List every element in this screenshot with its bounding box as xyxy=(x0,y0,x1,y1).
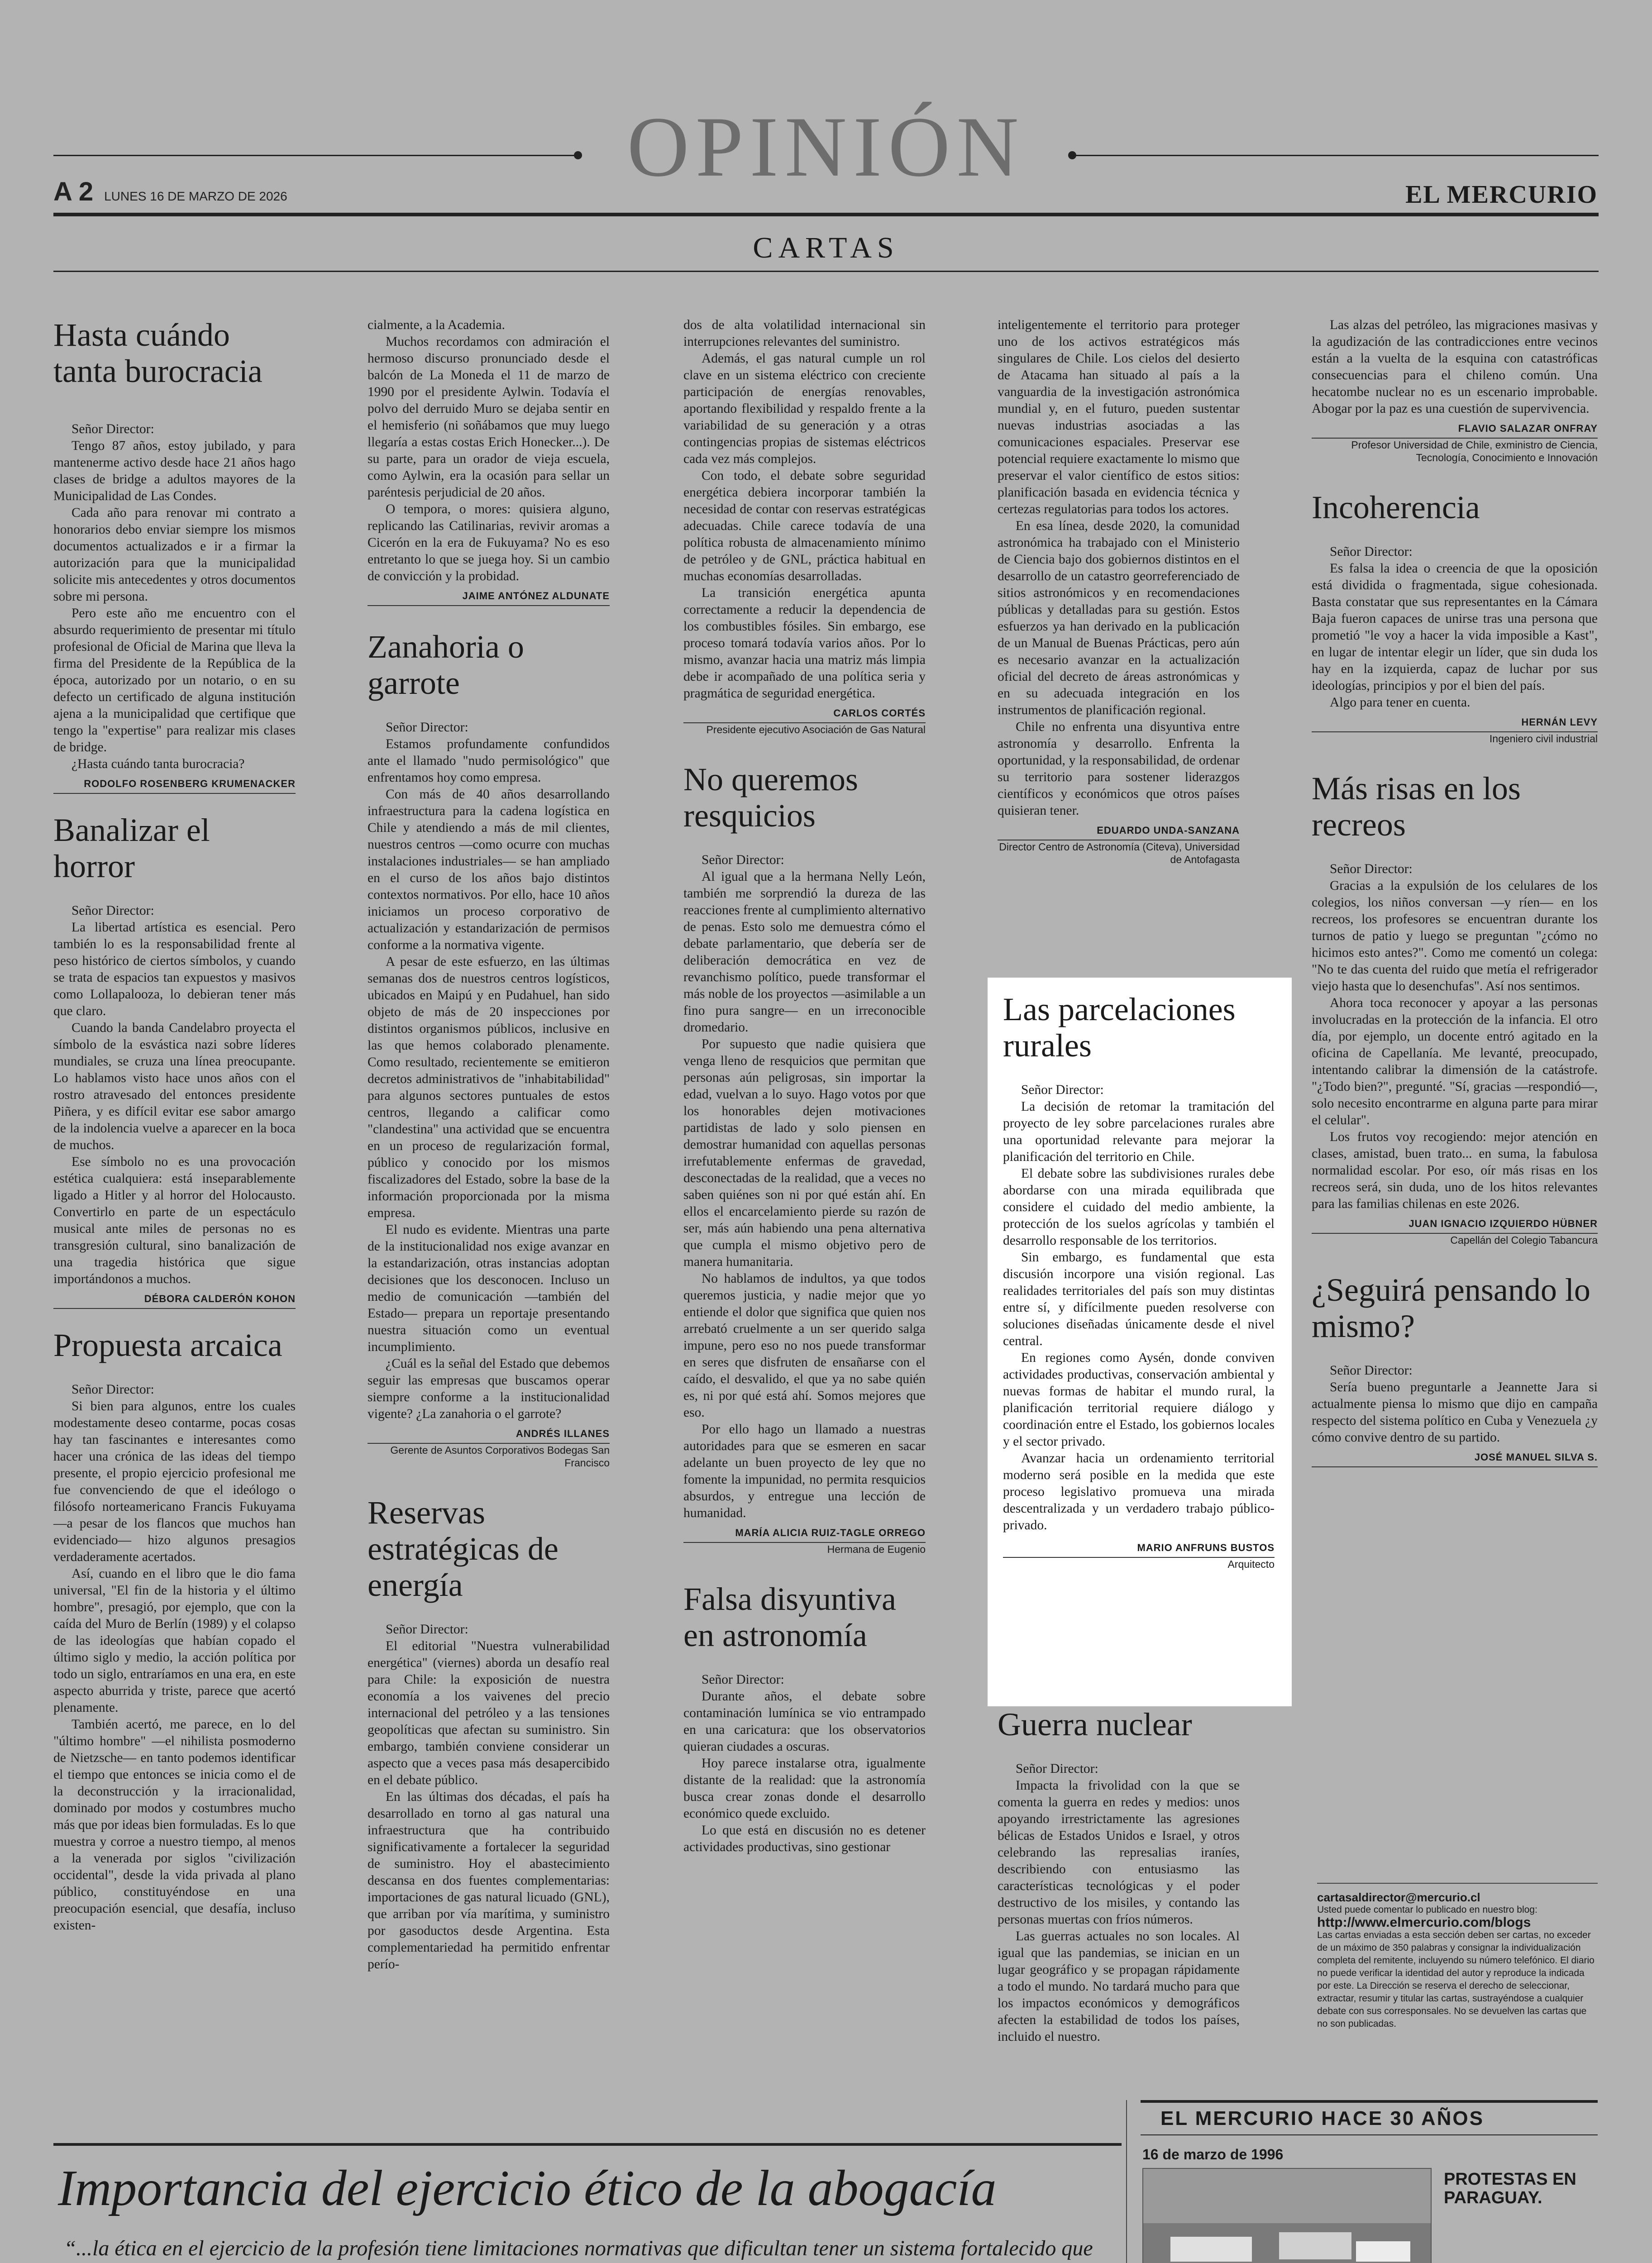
history-item-paraguay xyxy=(1444,2170,1598,2207)
letter-title: Hasta cuándo tanta burocracia xyxy=(53,317,263,389)
letter-guerra-cont xyxy=(1312,317,1598,464)
page-number: A 2 xyxy=(53,177,94,206)
note-intro: Usted puede comentar lo publicado en nuestro blog: xyxy=(1317,1905,1537,1915)
salutation: Señor Director: xyxy=(72,422,154,436)
date-label: 16 de marzo de 1996 xyxy=(1142,2146,1284,2163)
letter-title: Las parcelaciones rurales xyxy=(1003,991,1236,1064)
paragraph: También acertó, me parece, en lo del "último hombre" —el nihilista posmoderno de Nietzsche— en tanto podemos identificar el tiempo que entonces se inicia como el de la deconstrucción y la irracionalidad, dominado por modos y costumbres mucho más que por ideas bien formuladas. Es lo que muestra y corroe a nuestro tiempo, al menos a la venerada por siglos "civilización occidental", desde la vida privada al plano público, constituyéndose en una preocupación esencial, que desafía, incluso existen- xyxy=(53,1717,296,1933)
feature-quote: “...la ética en el ejercicio de la profesión tiene limitaciones normativas que dificultan tener un sistema fortalecido que xyxy=(64,2236,1093,2260)
cartas-rule xyxy=(53,271,1599,272)
paragraph: No hablamos de indultos, ya que todos queremos justicia, y nadie mejor que yo entiende el dolor que significa que quien nos arrebató cruelmente a un ser querido salga impune, pero eso no nos puede transformar en seres que disfruten de ensañarse con el caído, el desvalido, el que ya no sabe quién es, ni por qué está ahí. Somos mejores que eso. xyxy=(683,1271,926,1420)
paragraph: Sin embargo, es fundamental que esta discusión incorpore una visión regional. Las realidades territoriales del país son muy distintas entre sí, y difícilmente pueden resolverse con soluciones diseñadas únicamente desde el nivel central. xyxy=(1003,1250,1275,1348)
vertical-divider xyxy=(1126,2100,1127,2263)
paragraph: Gracias a la expulsión de los celulares de los colegios, los niños conversan —y ríen— en los recreos, los profesores se encuentran durante los turnos de patio y luego se preguntan "¿cómo no hicimos esto antes?". Como me comentó un colega: "No te das cuenta del ruido que metía el refrigerador viejo hasta que lo desenchufas". Así nos sentimos. xyxy=(1312,878,1598,993)
author: EDUARDO UNDA-SANZANA xyxy=(998,822,1240,840)
email-link[interactable]: cartasaldirector@mercurio.cl xyxy=(1317,1891,1480,1904)
section-title: OPINIÓN xyxy=(627,100,1025,195)
salutation: Señor Director: xyxy=(386,720,468,735)
history-header xyxy=(1141,2100,1598,2135)
author: MARÍA ALICIA RUIZ-TAGLE ORREGO xyxy=(683,1524,926,1543)
author: JUAN IGNACIO IZQUIERDO HÜBNER xyxy=(1312,1215,1598,1234)
author: ANDRÉS ILLANES xyxy=(368,1425,610,1444)
subsection-title: CARTAS xyxy=(753,231,899,264)
paragraph: ¿Cuál es la señal del Estado que debemos seguir las empresas que buscamos operar siempre conforme a la institucionalidad vigente? ¿La zanahoria o el garrote? xyxy=(368,1356,610,1421)
letter-astronomia xyxy=(683,1581,926,1856)
letter-incoherencia xyxy=(1312,489,1598,745)
paragraph: dos de alta volatilidad internacional sin interrupciones relevantes del suministro. xyxy=(683,318,926,349)
letter-title: Incoherencia xyxy=(1312,489,1480,525)
featured-letter-box xyxy=(988,978,1292,1706)
column-2 xyxy=(368,317,610,1991)
paragraph: Hoy parece instalarse otra, igualmente distante de la realidad: que la astronomía busca crear zonas donde el desarrollo económico quede excluido. xyxy=(683,1756,926,1821)
salutation: Señor Director: xyxy=(72,1382,154,1397)
author-role: Arquitecto xyxy=(1227,1558,1275,1570)
paragraph: Las alzas del petróleo, las migraciones masivas y la agudización de las contradicciones entre vecinos están a la vuelta de la esquina con catastróficas consecuencias para el chileno común. Una hecatombe nuclear no es un escenario improbable. Abogar por la paz es una cuestión de supervivencia. xyxy=(1312,318,1598,416)
paragraph: Las guerras actuales no son locales. Al igual que las pandemias, se inician en un lugar geográfico y se propagan rápidamente a todo el mundo. No tardará mucho para que los impactos económicos y demográficos afecten la estabilidad de todos los países, incluido el nuestro. xyxy=(998,1929,1240,2044)
item-title: PROTESTAS EN PARAGUAY. xyxy=(1444,2170,1576,2207)
salutation: Señor Director: xyxy=(386,1622,468,1637)
paragraph: Además, el gas natural cumple un rol clave en un sistema eléctrico con creciente participación de energías renovables, aportando flexibilidad y respaldo frente a la variabilidad de su generación y a otras contingencias propias de sistemas eléctricos cada vez más complejos. xyxy=(683,351,926,466)
column-3 xyxy=(683,317,926,1874)
letter-guerra xyxy=(998,1706,1240,2045)
author: JAIME ANTÓNEZ ALDUNATE xyxy=(368,587,610,606)
paragraph: Algo para tener en cuenta. xyxy=(1330,695,1471,710)
letter-title: Banalizar el horror xyxy=(53,812,210,884)
letter-arcaica-cont xyxy=(368,317,610,606)
author-role: Capellán del Colegio Tabancura xyxy=(1450,1234,1598,1246)
paragraph: O tempora, o mores: quisiera alguno, replicando las Catilinarias, revivir aromas a Cicerón en la era de Fukuyama? No es eso entretanto lo que se juega hoy. Si un cambio de convicción y la probidad. xyxy=(368,502,610,583)
salutation: Señor Director: xyxy=(1016,1762,1098,1776)
paragraph: La libertad artística es esencial. Pero también lo es la responsabilidad frente al peso histórico de ciertos símbolos, y cuando se trata de espacios tan expuestos y masivos como Lollapalooza, lo debieran tener más que claro. xyxy=(53,920,296,1018)
letter-reservas-cont xyxy=(683,317,926,736)
feature-title: Importancia del ejercicio ético de la abogacía xyxy=(58,2160,997,2216)
paragraph: Sería bueno preguntarle a Jeannette Jara si actualmente piensa lo mismo que dijo en campaña respecto del sistema político en Cuba y Venezuela ¿y cómo convive dentro de su partido. xyxy=(1312,1380,1598,1445)
author: FLAVIO SALAZAR ONFRAY xyxy=(1312,420,1598,439)
protest-photo xyxy=(1142,2168,1432,2263)
history-header-label: EL MERCURIO HACE 30 AÑOS xyxy=(1160,2107,1484,2129)
letter-astronomia-cont xyxy=(998,317,1240,866)
paragraph: Tengo 87 años, estoy jubilado, y para mantenerme activo desde hace 21 años hago clases de bridge a adultos mayores de la Municipalidad de Las Condes. xyxy=(53,439,296,503)
letter-title: Falsa disyuntiva en astronomía xyxy=(683,1581,896,1653)
paragraph: Es falsa la idea o creencia de que la oposición está dividida o fragmentada, sigue cohesionada. Basta constatar que sus representantes en la Cámara Baja fueron capaces de unirse tras una persona que prometió "le voy a hacer la vida imposible a Kast", en lugar de intentar elegir un líder, que sin duda los hay en la izquierda, capaz de luchar por sus ideologías, principios y por el bien del país. xyxy=(1312,561,1598,693)
letter-horror xyxy=(53,812,296,1309)
letter-title: Guerra nuclear xyxy=(998,1706,1192,1743)
author-role: Presidente ejecutivo Asociación de Gas Natural xyxy=(706,724,926,735)
salutation: Señor Director: xyxy=(702,853,784,867)
letter-reservas xyxy=(368,1494,610,1973)
note-rules: Las cartas enviadas a esta sección deben ser cartas, no exceder de un máximo de 350 palabras y consignar la individualización completa del remitente, incluyendo su número telefónico. El diario no puede verificar la identidad del autor y reproduce la indicada por este. La Dirección se reserva el derecho de seleccionar, extractar, resumir y titular las cartas, sustrayéndose a cualquier debate con sus corresponsales. No se devuelven las cartas que no son publicadas. xyxy=(1317,1930,1595,2029)
paragraph: Por supuesto que nadie quisiera que venga lleno de resquicios que permitan que personas aún peligrosas, sin importar la edad, vuelvan a lo suyo. Hago votos por que los honorables dejen motivaciones partidistas de lado y solo piensen en demostrar humanidad con aquellas personas irrefutablemente enfermas de gravedad, desconectadas de la realidad, que a veces no saben quiénes son ni por qué están ahí. En ellos el encarcelamiento pierde su razón de ser, más aún habiendo una pena alternativa que cumpla el mismo objetivo pero de manera humanitaria. xyxy=(683,1037,926,1269)
author: RODOLFO ROSENBERG KRUMENACKER xyxy=(53,775,296,794)
author: CARLOS CORTÉS xyxy=(683,705,926,723)
paragraph: Con todo, el debate sobre seguridad energética debiera incorporar también la necesidad de contar con reservas estratégicas adecuadas. Chile carece todavía de una política robusta de almacenamiento mínimo de petróleo y de GNL, práctica habitual en muchas economías desarrolladas. xyxy=(683,468,926,583)
salutation: Señor Director: xyxy=(702,1672,784,1687)
paragraph: Al igual que a la hermana Nelly León, también me sorprendió la dureza de las reacciones frente al cumplimiento alternativo de penas. Esto solo me demuestra cómo el debate parlamentario, que debería ser de deliberación democrática en vez de revanchismo político, puede transformar el más noble de los proyectos —asimilable a un fino pura sangre— en un irreconocible dromedario. xyxy=(683,869,926,1035)
paragraph: Muchos recordamos con admiración el hermoso discurso pronunciado desde el balcón de La Moneda el 11 de marzo de 1990 por el presidente Aylwin. Todavía el polvo del derruido Muro se dejaba sentir en el hemisferio (ni soñábamos que muy luego llegaría a estas costas Erich Honecker...). De su parte, para un orador de vieja escuela, como Aylwin, era la ocasión para sellar un paréntesis perjudicial de 20 años. xyxy=(368,334,610,500)
paragraph: ¿Hasta cuándo tanta burocracia? xyxy=(72,757,245,771)
author: MARIO ANFRUNS BUSTOS xyxy=(1003,1539,1275,1558)
author-role: Profesor Universidad de Chile, exministro de Ciencia, Tecnología, Conocimiento e Innovación xyxy=(1351,439,1598,463)
header-rule xyxy=(53,213,1599,216)
letter-arcaica xyxy=(53,1327,296,1934)
paragraph: Ahora toca reconocer y apoyar a las personas involucradas en la protección de la infancia. El otro día, por ejemplo, un docente entró agitado en la oficina de Capellanía. Me levanté, preocupado, intentando calibrar la dimensión de la catástrofe. "¿Todo bien?", pregunté. "Sí, gracias —respondió—, solo necesito encontrarme en alguna parte para mirar el celular". xyxy=(1312,996,1598,1127)
column-5 xyxy=(1312,317,1598,1485)
letter-title: Propuesta arcaica xyxy=(53,1327,282,1363)
paragraph: Chile no enfrenta una disyuntiva entre astronomía y desarrollo. Enfrenta la oportunidad, y la responsabilidad, de ordenar su territorio para sostener liderazgos científicos y económicos que otros países quisieran tener. xyxy=(998,720,1240,818)
author: DÉBORA CALDERÓN KOHON xyxy=(53,1290,296,1309)
salutation: Señor Director: xyxy=(72,903,154,918)
salutation: Señor Director: xyxy=(1330,862,1413,876)
salutation: Señor Director: xyxy=(1330,1363,1413,1378)
paragraph: El editorial "Nuestra vulnerabilidad energética" (viernes) aborda un desafío real para Chile: la exposición de nuestra economía a los vaivenes del precio internacional del petróleo y a las tensiones geopolíticas que afectan su suministro. Sin embargo, también conviene considerar un aspecto que a veces pasa más desapercibido en el debate público. xyxy=(368,1639,610,1787)
blog-link[interactable]: http://www.elmercurio.com/blogs xyxy=(1317,1915,1531,1930)
paragraph: Con más de 40 años desarrollando infraestructura para la cadena logística en Chile y atendiendo a más de mil clientes, nuestros centros —como ocurre con muchas instalaciones industriales— se han ampliado en el curso de los años bajo distintos contextos normativos. Por ello, hace 10 años iniciamos un proceso corporativo de actualización y estandarización de permisos conforme a la normativa vigente. xyxy=(368,787,610,952)
paragraph: Impacta la frivolidad con la que se comenta la guerra en redes y medios: unos apoyando irrestrictamente las agresiones bélicas de Estados Unidos e Israel, y otros celebrando las represalias iraníes, describiendo con entusiasmo las características tecnológicas y el poder destructivo de los misiles, y contando las personas muertas con fríos números. xyxy=(998,1778,1240,1927)
paragraph: En las últimas dos décadas, el país ha desarrollado en torno al gas natural una infraestructura que ha contribuido significativamente a fortalecer la seguridad de suministro. Hoy el abastecimiento descansa en dos fuentes complementarias: importaciones de gas natural licuado (GNL), que arriban por vía marítima, y suministro por gasoductos desde Argentina. Esta complementariedad ha permitido enfrentar perío- xyxy=(368,1790,610,1972)
letter-title: No queremos resquicios xyxy=(683,761,858,834)
page-info xyxy=(53,177,287,207)
paragraph: Si bien para algunos, entre los cuales modestamente deseo contarme, pocas cosas hay tan fascinantes e interesantes como hacer una crónica de las ideas del tiempo presente, el propio ejercicio profesional me fue convenciendo de que el ideólogo o filósofo norteamericano Francis Fukuyama —a pesar de los flancos que muchos han evidenciado— hizo algunos presagios verdaderamente acertados. xyxy=(53,1399,296,1564)
author-role: Director Centro de Astronomía (Citeva), Universidad de Antofagasta xyxy=(999,841,1240,865)
paragraph: Cada año para renovar mi contrato a honorarios debo enviar siempre los mismos documentos actualizados e ir a firmar la autorización para que la municipalidad solicite mis antecedentes y otros documentos sobre mi persona. xyxy=(53,506,296,604)
letter-zanahoria xyxy=(368,629,610,1469)
salutation: Señor Director: xyxy=(1021,1083,1104,1097)
paragraph: En esa línea, desde 2020, la comunidad astronómica ha trabajado con el Ministerio de Ciencia bajo dos gobiernos distintos en el desarrollo de un catastro georreferenciado de sitios astronómicos y en recomendaciones públicas y detalladas para su gestión. Estos esfuerzos ya han derivado en la publicación de un Manual de Buenas Prácticas, pero aún es necesario avanzar en la actualización oficial del decreto de áreas astronómicas y en su adecuada integración en los instrumentos de planificación regional. xyxy=(998,519,1240,717)
paragraph: En regiones como Aysén, donde conviven actividades productivas, conservación ambiental y nuevas formas de habitar el mundo rural, la planificación territorial requiere diálogo y coordinación entre el Estado, los gobiernos locales y el sector privado. xyxy=(1003,1351,1275,1449)
history-date-30 xyxy=(1142,2145,1598,2163)
author-role: Hermana de Eugenio xyxy=(827,1543,926,1555)
paragraph: A pesar de este esfuerzo, en las últimas semanas dos de nuestros centros logísticos, ubicados en Maipú y en Pudahuel, han sido objeto de más de 20 inspecciones por distintos organismos públicos, inclusive en las que hemos colaborado plenamente. Como resultado, recientemente se emitieron decretos administrativos de "inhabitabilidad" para algunos sectores puntuales de estos centros, llegando a calificar como "clandestina" una actividad que se encuentra en un proceso de regularización formal, público y conocido por los mismos fiscalizadores del Estado, sobre la base de la información proporcionada por la misma empresa. xyxy=(368,955,610,1220)
letter-burocracia xyxy=(53,317,296,794)
paragraph: Ese símbolo no es una provocación estética cualquiera: está inseparablemente ligado a Hitler y al horror del Holocausto. Convertirlo en parte de un espectáculo musical ante miles de personas no es transgresión cultural, sino banalización de una tragedia histórica que sigue importándonos a muchos. xyxy=(53,1155,296,1286)
letter-title: Reservas estratégicas de energía xyxy=(368,1494,559,1603)
paragraph: La transición energética apunta correctamente a reducir la dependencia de los combustibles fósiles. Sin embargo, ese proceso tomará todavía varios años. Por lo mismo, avanzar hacia una matriz más limpia debe ir acompañado de una política seria y pragmática de seguridad energética. xyxy=(683,586,926,701)
letter-risas xyxy=(1312,770,1598,1246)
paragraph: Pero este año me encuentro con el absurdo requerimiento de presentar mi título profesional de Oficial de Marina que lleva la firma del Presidente de la República de la época, autorizado por un notario, o en su defecto un certificado de alguna institución ajena a la municipalidad que certifique que tengo la "expertise" para realizar mis clases de bridge. xyxy=(53,606,296,754)
author: HERNÁN LEVY xyxy=(1312,714,1598,732)
salutation: Señor Director: xyxy=(1330,544,1413,559)
paragraph: Durante años, el debate sobre contaminación lumínica se vio entrampado en una caricatura: que los observatorios quieran ciudades a oscuras. xyxy=(683,1689,926,1754)
author-role: Ingeniero civil industrial xyxy=(1489,733,1598,745)
paragraph: inteligentemente el territorio para proteger uno de los activos estratégicos más singulares de Chile. Los cielos del desierto de Atacama han situado al país a la vanguardia de la investigación astronómica mundial y, en el futuro, pueden sustentar nuevas industrias asociadas a las comunicaciones espaciales. Preservar ese potencial requiere exactamente lo mismo que preservar el valor científico de estos sitios: planificación basada en evidencia técnica y certezas regulatorias para todos los actores. xyxy=(998,318,1240,516)
paragraph: Lo que está en discusión no es detener actividades productivas, sino gestionar xyxy=(683,1823,926,1854)
masthead: EL MERCURIO xyxy=(1405,181,1598,209)
paragraph: Por ello hago un llamado a nuestras autoridades para que se esmeren en sacar adelante un buen proyecto de ley que no fomente la impunidad, no permita resquicios absurdos, y entregue una lección de humanidad. xyxy=(683,1422,926,1520)
paragraph: La decisión de retomar la tramitación del proyecto de ley sobre parcelaciones rurales abre una oportunidad relevante para mejorar la planificación del territorio en Chile. xyxy=(1003,1099,1275,1164)
letter-seguira xyxy=(1312,1272,1598,1467)
letter-parcelaciones xyxy=(1003,991,1275,1596)
paragraph: Los frutos voy recogiendo: mejor atención en clases, amistad, buen trato... en suma, la fabulosa normalidad escolar. Por eso, oír más risas en los recreos será, sin duda, uno de los hitos relevantes para las familias chilenas en este 2026. xyxy=(1312,1130,1598,1211)
paragraph: Avanzar hacia un ordenamiento territorial moderno será posible en la medida que este proceso legislativo promueva una mirada descentralizada y un verdadero trabajo público-privado. xyxy=(1003,1451,1275,1533)
author-role: Gerente de Asuntos Corporativos Bodegas San Francisco xyxy=(390,1444,610,1469)
submission-note xyxy=(1317,1883,1598,2030)
column-4 xyxy=(998,317,1240,891)
paragraph: El debate sobre las subdivisiones rurales debe abordarse con una mirada equilibrada que considere el cuidado del medio ambiente, la protección de los suelos agrícolas y también el desarrollo responsable de los territorios. xyxy=(1003,1166,1275,1248)
page-date: LUNES 16 DE MARZO DE 2026 xyxy=(104,189,287,203)
feature-top-rule xyxy=(53,2143,1122,2146)
letter-title: ¿Seguirá pensando lo mismo? xyxy=(1312,1272,1590,1344)
letter-resquicios xyxy=(683,761,926,1556)
letter-title: Zanahoria o garrote xyxy=(368,629,524,701)
paragraph: Cuando la banda Candelabro proyecta el símbolo de la esvástica nazi sobre líderes mundiales, se cruza una línea preocupante. Lo hablamos visto hace unos años con el rostro atravesado del entonces presidente Piñera, y es difícil evitar ese sabor amargo de la indolencia vuelve a aparecer en la boca de muchos. xyxy=(53,1021,296,1152)
paragraph: Así, cuando en el libro que le dio fama universal, "El fin de la historia y el último hombre", presagió, por ejemplo, que con la caída del Muro de Berlín (1989) y el colapso de las ideologías que habían copado el último siglo y medio, la acción política por todo un siglo, entraríamos en una era, en este aspecto aburrida y triste, parece que acertó plenamente. xyxy=(53,1566,296,1715)
paragraph: Estamos profundamente confundidos ante el llamado "nudo permisológico" que enfrentamos hoy como empresa. xyxy=(368,737,610,785)
paragraph: cialmente, a la Academia. xyxy=(368,318,505,332)
crowd-photo-icon xyxy=(1143,2169,1431,2263)
paragraph: El nudo es evidente. Mientras una parte de la institucionalidad nos exige avanzar en la estandarización, otras instancias adoptan decisiones que los desconocen. Incluso un medio de comunicación —también del Estado— prepara un reportaje presentando nuestra situación como un eventual incumplimiento. xyxy=(368,1222,610,1354)
column-4-bottom xyxy=(998,1706,1240,2063)
column-1 xyxy=(53,317,296,1952)
author: JOSÉ MANUEL SILVA S. xyxy=(1312,1449,1598,1467)
letter-title: Más risas en los recreos xyxy=(1312,770,1521,843)
